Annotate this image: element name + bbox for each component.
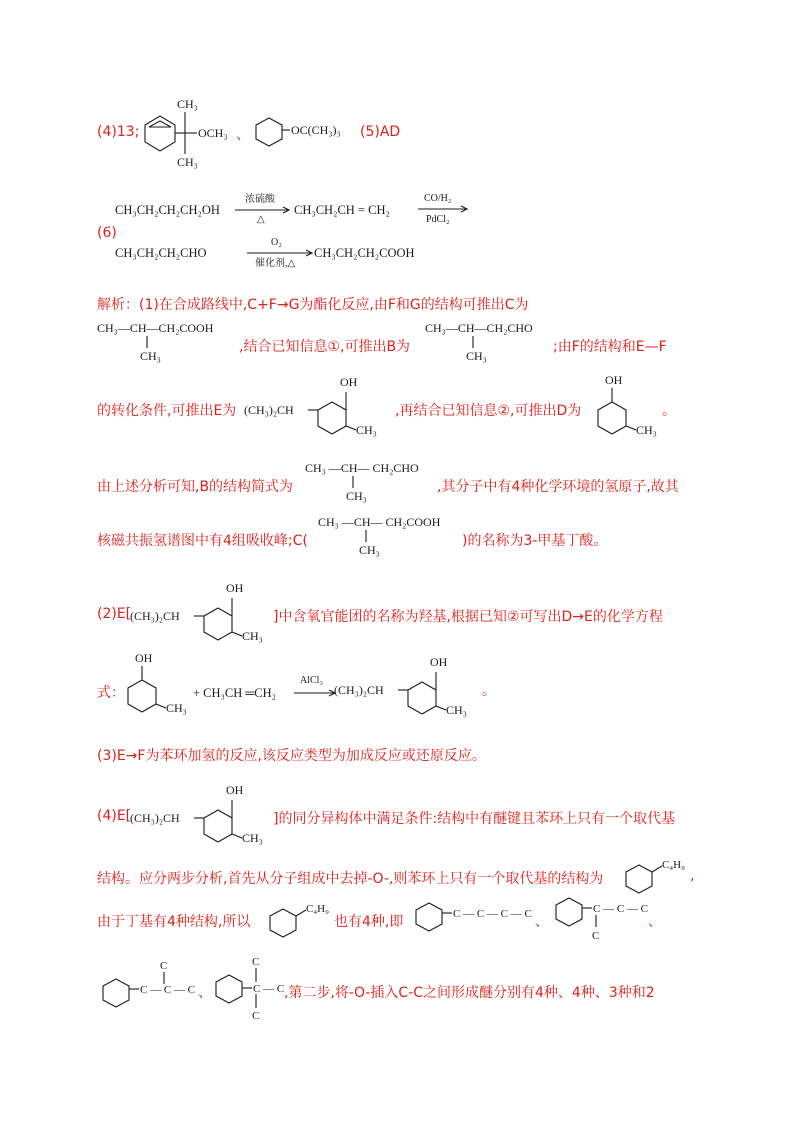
structure-n-butylbenzene — [410, 898, 535, 938]
explain-line-8: (3)E→F为苯环加氢的反应,该反应类型为加成反应或还原反应。 — [97, 748, 486, 764]
svg-text:CH₃: CH₃ — [242, 629, 263, 643]
explain-line-6b: ]中含氧官能团的名称为羟基,根据已知②可写出D→E的化学方程 — [273, 609, 663, 625]
explain-line-5a: 核磁共振氢谱图中有4组吸收峰;C( — [97, 533, 308, 549]
structure-phenyl-tert-butyl-ether — [248, 112, 368, 152]
svg-text:AlCl₃: AlCl₃ — [300, 675, 323, 686]
explain-line-12b: ,第二步,将-O-插入C-C之间形成醚分别有4种、4种、3种和2 — [284, 985, 655, 1001]
explain-line-11a: 由于丁基有4种结构,所以 — [97, 914, 251, 930]
structure-D-m-cresol-2 — [120, 650, 200, 714]
explain-line-3a: 的转化条件,可推出E为 — [97, 403, 237, 419]
explain-line-2a: ,结合已知信息①,可推出B为 — [239, 339, 411, 355]
comma: , — [690, 868, 695, 884]
svg-text:C — C — C: C — C — C — [593, 903, 649, 915]
svg-text:C: C — [592, 930, 600, 942]
period-2: 。 — [482, 683, 496, 699]
product-butene: CH₃CH₂CH = CH₂ — [294, 203, 390, 217]
separator: 、 — [236, 127, 250, 143]
explain-line-4b: ,其分子中有4种化学环境的氢原子,故其 — [437, 479, 679, 495]
svg-text:CH₃: CH₃ — [446, 703, 467, 717]
svg-text:CH₃: CH₃ — [636, 423, 657, 437]
explain-line-3b: ,再结合已知信息②,可推出D为 — [395, 403, 582, 419]
answer-5: (5)AD — [360, 124, 401, 140]
explain-line-1: 解析：(1)在合成路线中,C+F→G为酯化反应,由F和G的结构可推出C为 — [97, 297, 529, 313]
arrow-conc-sulfuric — [233, 194, 293, 224]
svg-text:OH: OH — [340, 375, 358, 389]
svg-text:CH₃: CH₃ — [359, 543, 380, 557]
structure-tert-butyl-methyl-benzene-ether — [130, 96, 240, 169]
svg-text:CH₃: CH₃ — [140, 349, 161, 363]
structure-isobutylbenzene — [97, 958, 202, 1008]
answer-4-label: (4)13; — [97, 124, 140, 140]
explain-line-9a: (4)E[ — [97, 808, 132, 824]
structure-phenyl-butyl — [620, 854, 700, 894]
separator-4: 、 — [198, 985, 212, 1001]
svg-text:CH₃—CH—CH₂CHO: CH₃—CH—CH₂CHO — [425, 321, 533, 335]
svg-text:C — C — C: C — C — C — [140, 984, 196, 996]
svg-text:OH: OH — [605, 373, 623, 387]
svg-text:浓硫酸: 浓硫酸 — [245, 194, 275, 205]
svg-text:(CH₃)₂CH: (CH₃)₂CH — [130, 609, 180, 623]
svg-text:C₄H₉: C₄H₉ — [662, 859, 685, 871]
svg-text:CH₃: CH₃ — [466, 349, 487, 363]
svg-text:OCH₃: OCH₃ — [198, 126, 228, 140]
structure-C — [318, 512, 468, 556]
period: 。 — [662, 403, 676, 419]
svg-text:C: C — [160, 960, 168, 972]
svg-text:△: △ — [257, 214, 265, 225]
structure-phenyl-butyl-2 — [264, 898, 334, 938]
structure-E-product — [334, 652, 484, 716]
svg-text:PdCl₂: PdCl₂ — [426, 214, 450, 225]
svg-text:C₄H₉: C₄H₉ — [306, 903, 329, 915]
svg-text:CO/H₂: CO/H₂ — [424, 193, 452, 204]
svg-text:C — C — C — C: C — C — C — C — [453, 908, 532, 920]
arrow-co-h2 — [416, 192, 471, 224]
propene: + CH₃CH ═CH₂ — [193, 686, 276, 700]
explain-line-9b: ]的同分异构体中满足条件:结构中有醚键且苯环上只有一个取代基 — [273, 811, 676, 827]
svg-text:CH₃: CH₃ — [346, 489, 367, 503]
structure-E-4 — [130, 780, 280, 844]
structure-tert-butylbenzene — [210, 952, 290, 1022]
svg-text:O₂: O₂ — [271, 237, 282, 248]
structure-3-methylbutanal — [425, 318, 565, 363]
svg-text:CH₃: CH₃ — [242, 831, 263, 845]
structure-3-methylbutanoic-acid — [97, 318, 247, 363]
reactant-butanol: CH₃CH₂CH₂CH₂OH — [115, 203, 220, 217]
svg-text:OH: OH — [430, 655, 448, 669]
svg-text:CH₃: CH₃ — [166, 701, 187, 715]
explain-line-11b: 也有4种,即 — [334, 914, 404, 930]
svg-text:C: C — [252, 956, 260, 968]
svg-text:OH: OH — [135, 651, 153, 665]
separator-2: 、 — [535, 914, 549, 930]
svg-text:C: C — [252, 1010, 260, 1022]
svg-text:CH₃ —CH— CH₂COOH: CH₃ —CH— CH₂COOH — [318, 515, 441, 529]
explain-line-5b: )的名称为3-甲基丁酸。 — [462, 533, 608, 549]
svg-text:催化剂,△: 催化剂,△ — [255, 258, 296, 269]
svg-text:CH₃: CH₃ — [177, 155, 198, 169]
svg-text:CH₃—CH—CH₂COOH: CH₃—CH—CH₂COOH — [97, 321, 214, 335]
svg-text:OH: OH — [226, 783, 244, 797]
explain-line-2b: ;由F的结构和E—F — [553, 339, 667, 355]
structure-B — [305, 458, 445, 502]
arrow-o2-catalyst — [245, 236, 315, 268]
explain-line-10a: 结构。应分两步分析,首先从分子组成中去掉-O-,则苯环上只有一个取代基的结构为 — [97, 871, 604, 887]
explain-line-4a: 由上述分析可知,B的结构简式为 — [97, 479, 294, 495]
svg-text:(CH₃)₂CH: (CH₃)₂CH — [244, 403, 294, 417]
svg-text:C — C: C — C — [253, 983, 285, 995]
structure-D-m-cresol — [590, 372, 670, 436]
svg-text:(CH₃)₂CH: (CH₃)₂CH — [334, 683, 384, 697]
reactant-butanal: CH₃CH₂CH₂CHO — [115, 246, 207, 260]
svg-text:OH: OH — [226, 581, 244, 595]
svg-text:(CH₃)₂CH: (CH₃)₂CH — [130, 811, 180, 825]
explain-line-6a: (2)E[ — [97, 606, 132, 622]
structure-E-isopropyl-cresol — [244, 372, 394, 436]
structure-sec-butylbenzene — [550, 893, 650, 943]
structure-E-2 — [130, 578, 280, 642]
answer-6-label: (6) — [97, 225, 117, 241]
svg-text:CH₃ —CH— CH₂CHO: CH₃ —CH— CH₂CHO — [305, 461, 419, 475]
separator-3: 、 — [648, 914, 662, 930]
product-butanoic-acid: CH₃CH₂CH₂COOH — [314, 246, 415, 260]
svg-text:CH₃: CH₃ — [177, 97, 198, 111]
explain-line-7a: 式： — [97, 685, 125, 701]
svg-text:CH₃: CH₃ — [356, 423, 377, 437]
svg-text:OC(CH₃)₃: OC(CH₃)₃ — [291, 123, 341, 137]
